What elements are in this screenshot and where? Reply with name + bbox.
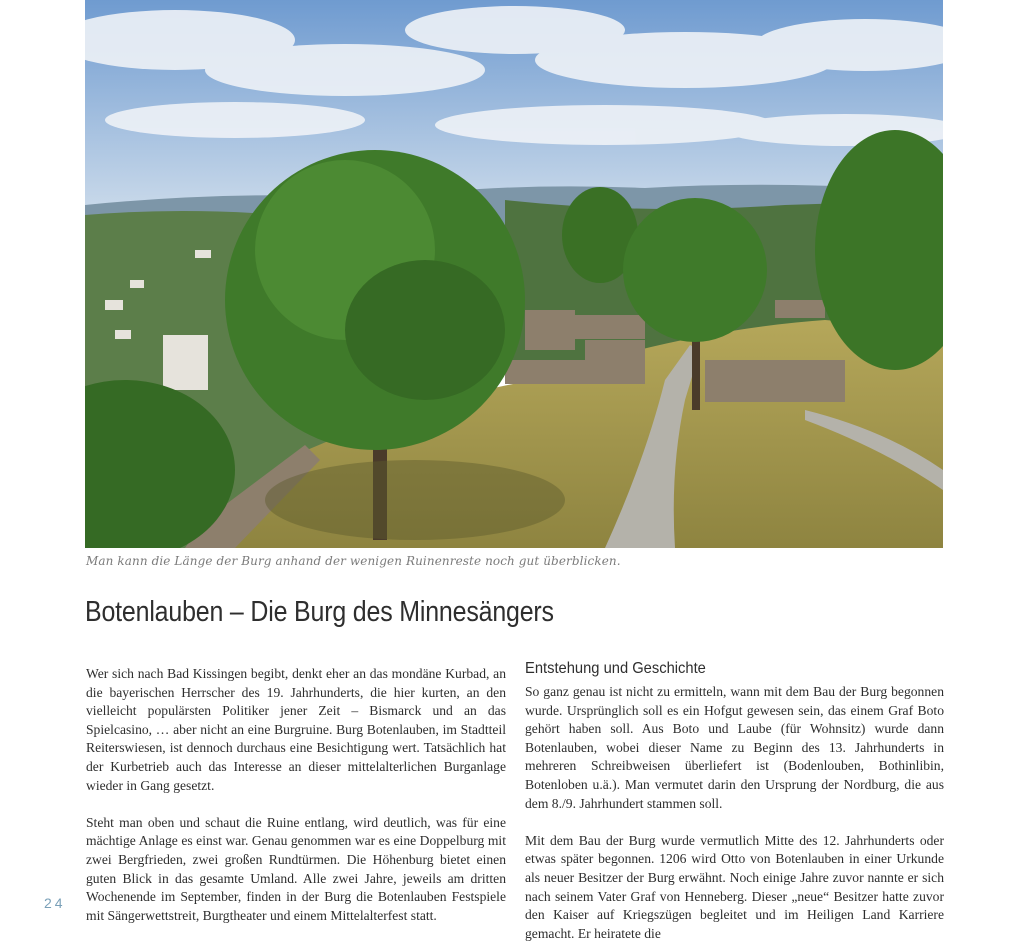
paragraph: So ganz genau ist nicht zu ermitteln, wann mit dem Bau der Burg begonnen wurde. Ursprünglich soll es ein Hofgut gewesen sein, das einem Graf Boto gehört haben soll. Aus Boto und Laube (für Wohnsitz) wurde dann Botenlauben, wobei dieser Name zu Beginn des 13. Jahrhunderts in mehreren Schreibweisen überliefert ist (Bodenlouben, Bothinlibin, Botenloben u.ä.). Man vermutet darin den Ursprung der Nordburg, die aus dem 8./9. Jahrhundert stammen soll.	[525, 684, 944, 811]
right-column	[525, 683, 944, 943]
section-heading: Entstehung und Geschichte	[525, 660, 706, 677]
paragraph: Mit dem Bau der Burg wurde vermutlich Mitte des 12. Jahrhunderts oder etwas später begonnen. 1206 wird Otto von Botenlauben in einer Urkunde als neuer Besitzer der Burg erwähnt. Noch einige Jahre zuvor nannte er sich nach seinem Vater Graf von Henneberg. Dieser „neue“ Besitzer hatte zuvor den Kaiser auf Kriegszügen begleitet und im Heiligen Land Karriere gemacht. Er heiratete die	[525, 832, 944, 941]
page-number: 24	[44, 895, 66, 911]
paragraph: Steht man oben und schaut die Ruine entlang, wird deutlich, was für eine mächtige Anlage es einst war. Genau genommen war es eine Doppelburg mit zwei Bergfrieden, zwei großen Rundtürmen. Die Höhenburg bietet einen guten Blick in das gesamte Umland. Alle zwei Jahre, jeweils am dritten Wochenende im September, finden in der Burg die Botenlauben Festspiele mit Sängerwettstreit, Burgtheater und einem Mittelalterfest statt.	[86, 814, 506, 923]
paragraph: Wer sich nach Bad Kissingen begibt, denkt eher an das mondäne Kurbad, an die bayerischen Herrscher des 19. Jahrhunderts, die hier kurten, an den vielleicht populärsten Politiker jener Zeit – Bismarck und an das Spielcasino, … aber nicht an eine Burgruine. Burg Botenlauben, im Stadtteil Reiterswiesen, ist dennoch durchaus eine Besichtigung wert. Tatsächlich hat der Kurbetrieb auch das Interesse an dieser mittelalterlichen Burganlage wieder in Gang gesetzt.	[86, 666, 506, 793]
castle-ruin-photo	[85, 0, 943, 548]
page-title: Botenlauben – Die Burg des Minnesängers	[85, 596, 554, 628]
photo-caption: Man kann die Länge der Burg anhand der wenigen Ruinenreste noch gut überblicken.	[86, 554, 621, 568]
left-column	[86, 665, 506, 925]
photo-illustration	[85, 0, 943, 548]
tree-shadow	[265, 460, 565, 540]
